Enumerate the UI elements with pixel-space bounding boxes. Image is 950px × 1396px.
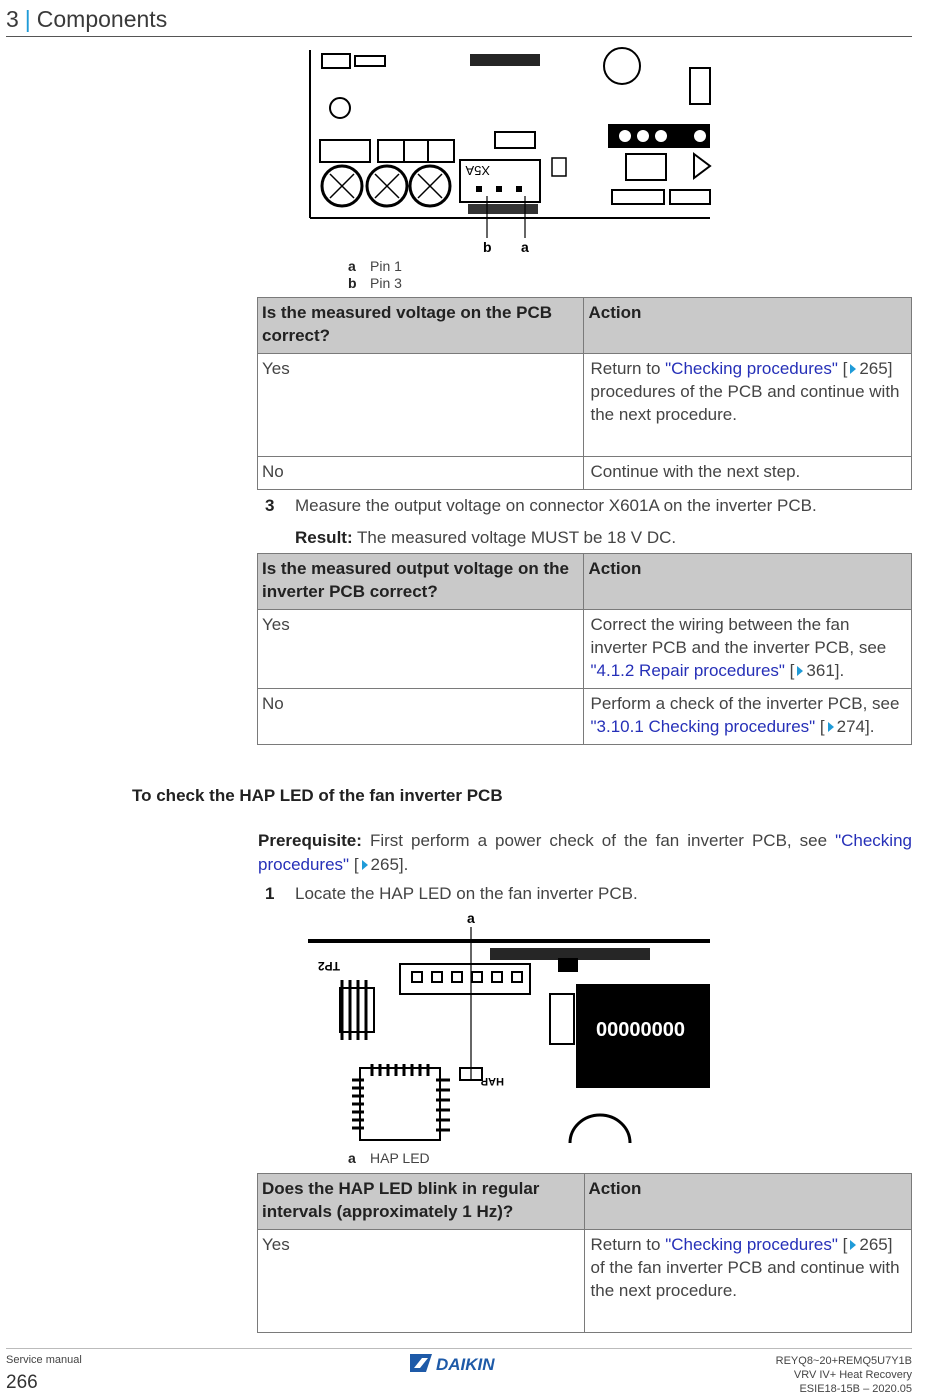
page-ref-arrow-icon [797,666,803,676]
table-row [258,457,912,490]
checking-procedures-link[interactable]: "Checking procedures" [665,359,838,378]
answer-cell: Yes [258,1230,585,1333]
footer-doc-info [776,1354,912,1396]
hap-checking-procedures-link[interactable]: "Checking procedures" [665,1235,838,1254]
step-text: Locate the HAP LED on the fan inverter PCB. [295,884,638,903]
model-code: REYQ8~20+REMQ5U7Y1B [775,1355,912,1367]
action-header: Action [584,298,912,354]
page-ref-arrow-icon [850,1240,856,1250]
repair-procedures-link[interactable]: "4.1.2 Repair procedures" [590,661,785,680]
header-separator: | [24,6,31,32]
action-header: Action [584,554,912,610]
fig1-label-a: a [521,239,529,255]
fig1-label-b: b [483,239,492,255]
daikin-logo [408,1352,512,1374]
action-cell: Return to "Checking procedures" [ 265] of the fan inverter PCB and continue with the next procedure. [584,1230,911,1333]
chapter-number: 3 [6,6,19,32]
table-row [258,689,912,745]
led-silk: 00000000 [596,1019,685,1041]
answer-cell: Yes [258,610,584,689]
chapter-title: Components [36,6,168,32]
action-cell: Perform a check of the inverter PCB, see "3.10.1 Checking procedures" [ 274]. [584,689,912,745]
table-header-row [258,1174,912,1230]
section-heading: To check the HAP LED of the fan inverter PCB [132,786,503,805]
action-cell: Continue with the next step. [584,457,912,490]
action-cell: Return to "Checking procedures" [ 265] procedures of the PCB and continue with the next procedure. [584,354,912,457]
answer-cell: No [258,689,584,745]
question-header: Is the measured output voltage on the inverter PCB correct? [258,554,584,610]
inverter-checking-procedures-link[interactable]: "3.10.1 Checking procedures" [590,717,816,736]
pcb-illustration [300,46,712,258]
table-header-row [258,298,912,354]
step-text: Measure the output voltage on connector X601A on the inverter PCB. [295,496,817,515]
x5a-silk: X5A [465,163,490,178]
header-divider [6,36,912,37]
page-ref-arrow-icon [362,860,368,870]
step-1 [265,884,905,908]
prereq-checking-procedures-link[interactable]: "Checking procedures" [258,831,912,874]
answer-cell: Yes [258,354,584,457]
page-header [6,6,167,33]
step-3 [265,496,905,520]
logo-text: DAIKIN [436,1355,495,1374]
footer-divider [6,1348,912,1349]
hap-silk: HAP [480,1075,504,1087]
hap-led-table [257,1173,912,1333]
fig2-label-a: a [467,910,475,926]
page-number: 266 [6,1372,38,1393]
question-header: Is the measured voltage on the PCB correct? [258,298,584,354]
table-row [258,1230,912,1333]
fig2-legend [348,1150,430,1167]
question-header: Does the HAP LED blink in regular intervals (approximately 1 Hz)? [258,1174,585,1230]
action-header: Action [584,1174,911,1230]
product-name: VRV IV+ Heat Recovery [793,1369,912,1381]
doc-code: ESIE18-15B – 2020.05 [799,1383,912,1395]
step-number: 1 [265,884,275,903]
step-number: 3 [265,496,275,515]
fig1-legend [348,258,402,292]
table-header-row [258,554,912,610]
legend-item: a HAP LED [348,1150,430,1166]
table-row [258,610,912,689]
page-ref-arrow-icon [828,722,834,732]
step-3-result: Result: The measured voltage MUST be 18 V DC. [295,528,677,547]
inverter-voltage-table [257,553,912,745]
hap-led-figure [300,908,712,1148]
pcb-illustration [300,908,712,1148]
page-ref-arrow-icon [850,364,856,374]
action-cell: Correct the wiring between the fan inverter PCB and the inverter PCB, see "4.1.2 Repair procedures" [ 361]. [584,610,912,689]
tp2-silk: TP2 [317,959,340,973]
footer-doc-type: Service manual [6,1354,82,1366]
legend-item: b Pin 3 [348,275,402,291]
legend-item: a Pin 1 [348,258,402,274]
answer-cell: No [258,457,584,490]
pcb-connector-figure [300,46,712,258]
prerequisite: Prerequisite: First perform a power check of the fan inverter PCB, see "Checking procedures" [ 265]. [258,831,912,874]
pcb-voltage-table [257,297,912,490]
table-row [258,354,912,457]
